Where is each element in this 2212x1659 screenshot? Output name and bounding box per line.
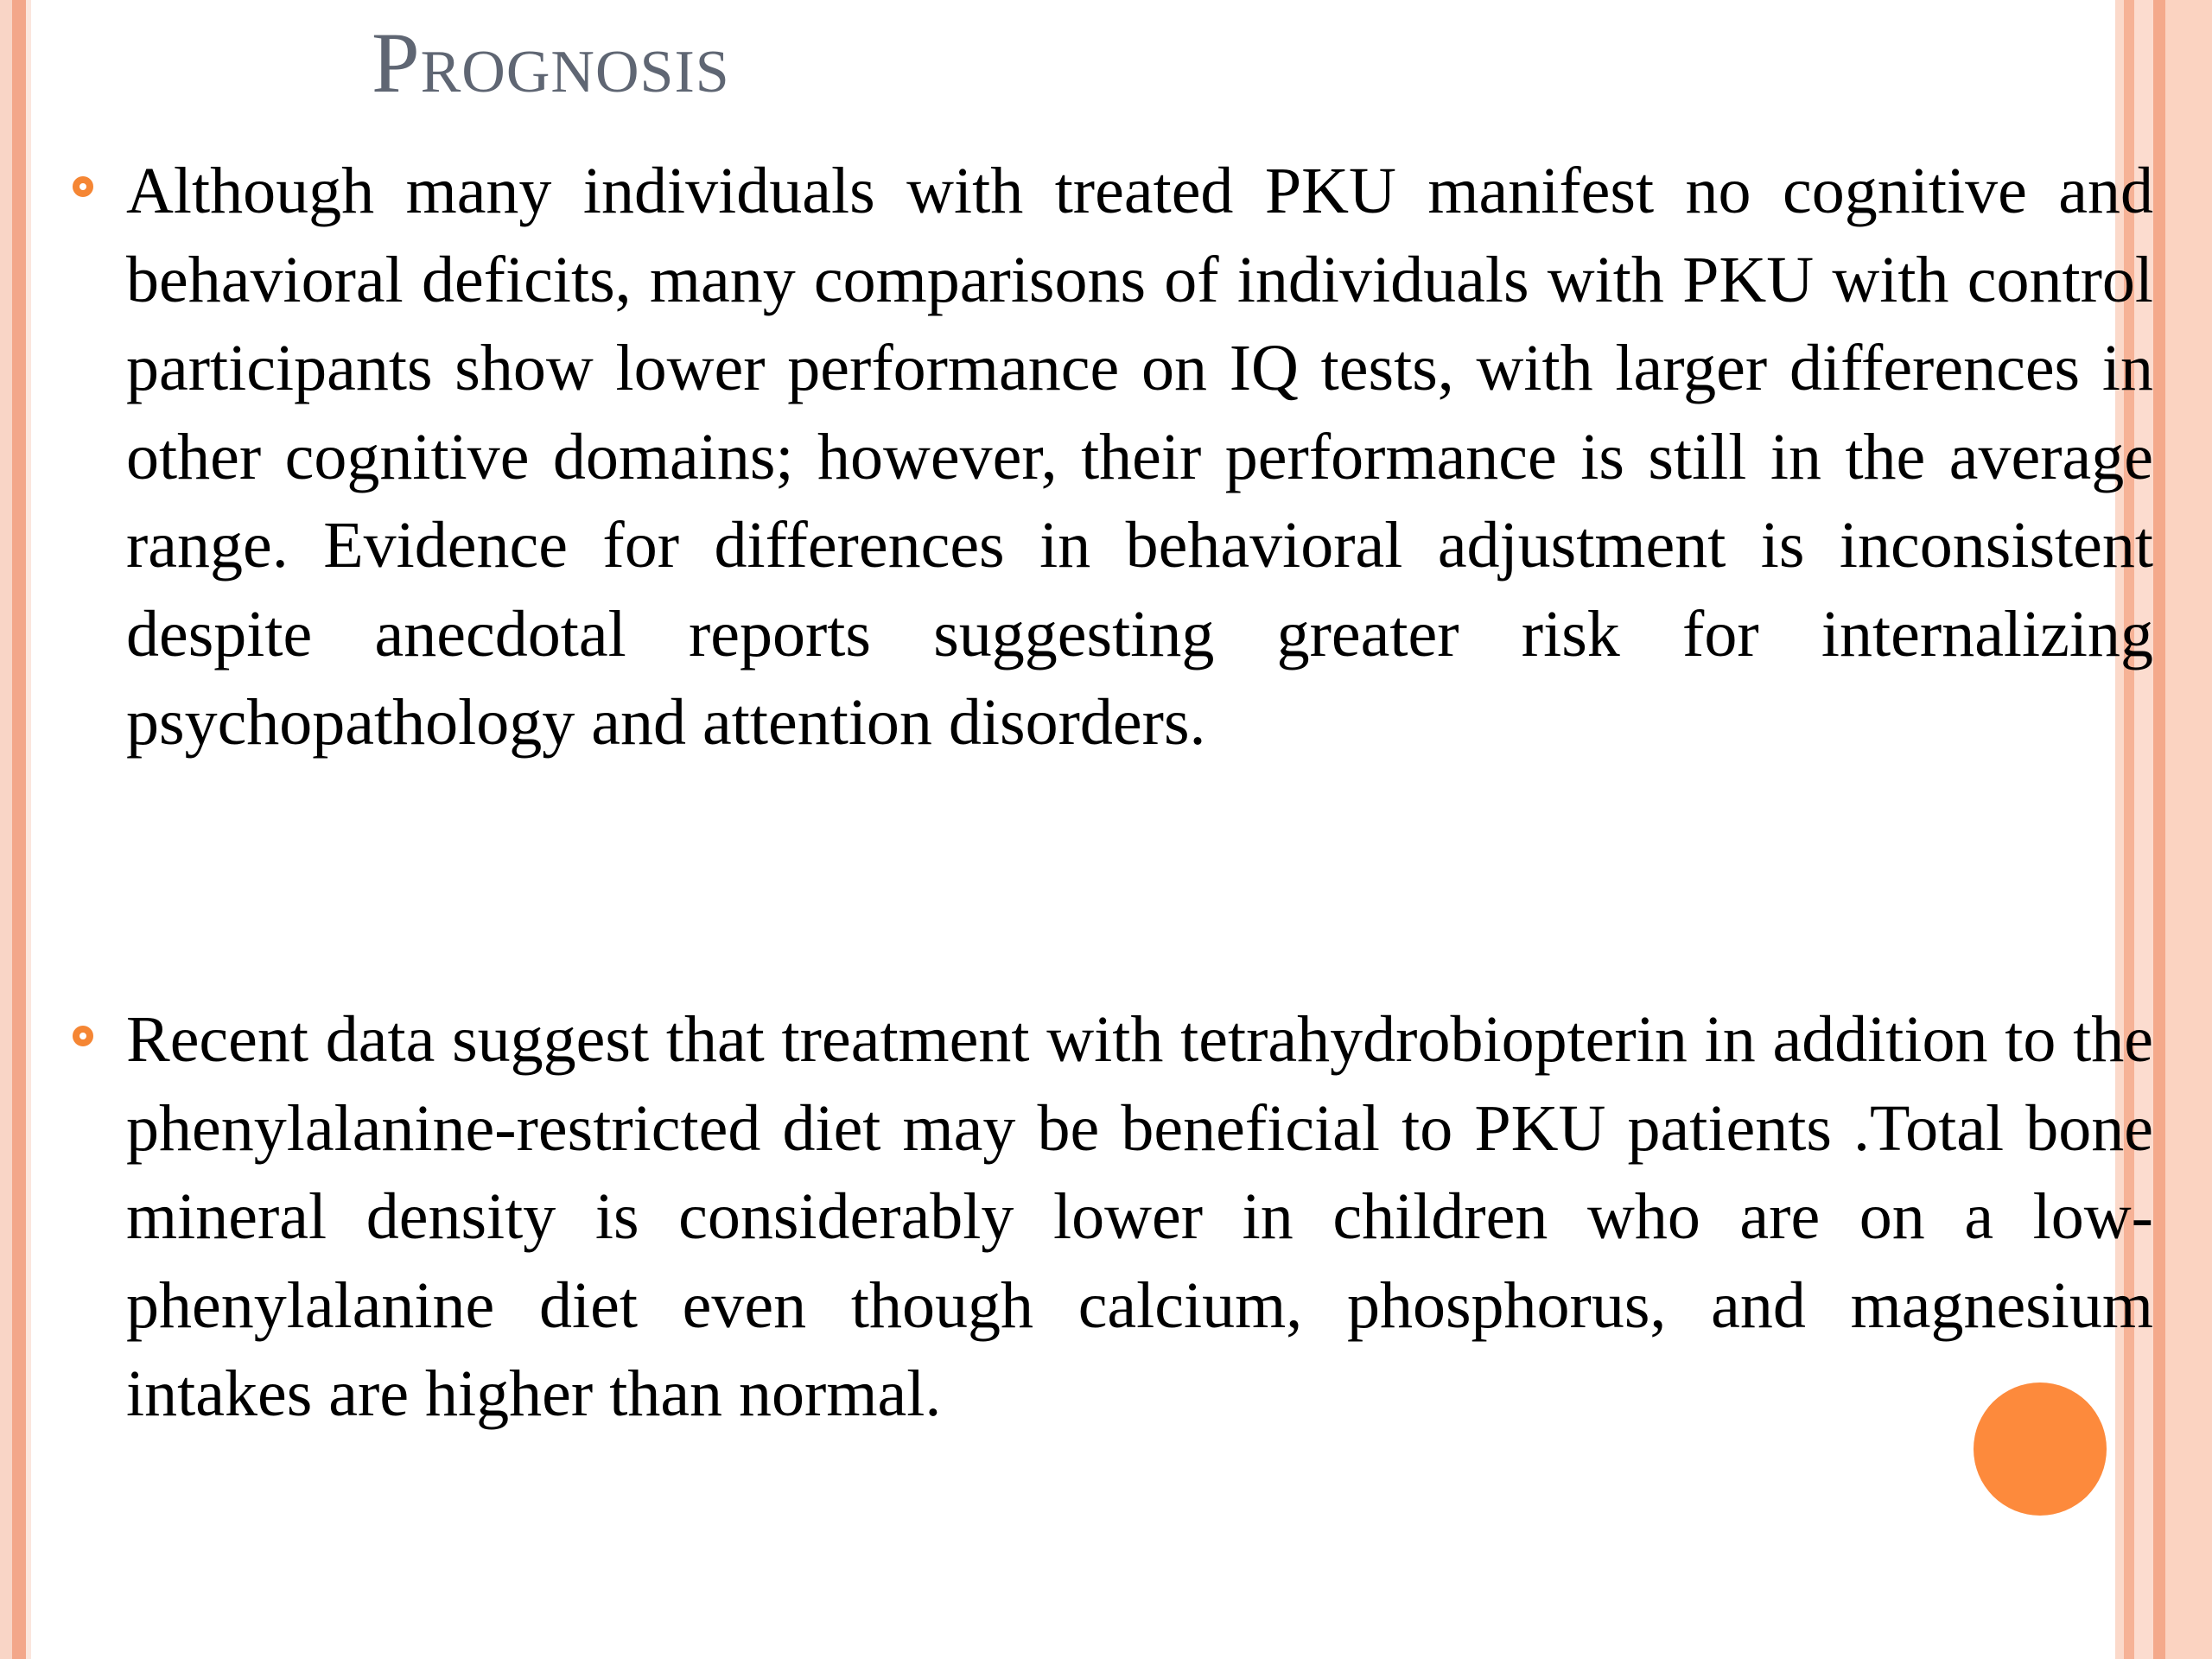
orange-circle-decoration-icon (1974, 1382, 2107, 1516)
bullet-circle-icon (73, 1026, 93, 1046)
bullet-circle-icon (73, 176, 93, 197)
right-border-stripe (2165, 0, 2212, 1659)
left-border-stripe (0, 0, 12, 1659)
bullet-paragraph-1: Although many individuals with treated PKU manifest no cognitive and behavioral deficits, many comparisons of individuals with PKU with control participants show lower performance on IQ tests, with larger differences in other cognitive domains; however, their performance is still in the average range. Evidence for differences in behavioral adjustment is inconsistent despite anecdotal reports suggesting greater risk for internalizing psychopathology and attention disorders. (126, 155, 2153, 759)
left-border-stripe (26, 0, 31, 1659)
bullet-paragraph-2: Recent data suggest that treatment with tetrahydrobiopterin in addition to the phenylalanine-restricted diet may be beneficial to PKU patients .Total bone mineral density is considerably lower in children who are on a low-phenylalanine diet even though calcium, phosphorus, and magnesium intakes are higher than normal. (126, 1003, 2153, 1430)
slide-title: Prognosis (372, 15, 730, 111)
left-border-stripe (12, 0, 26, 1659)
right-border-stripe (2153, 0, 2165, 1659)
